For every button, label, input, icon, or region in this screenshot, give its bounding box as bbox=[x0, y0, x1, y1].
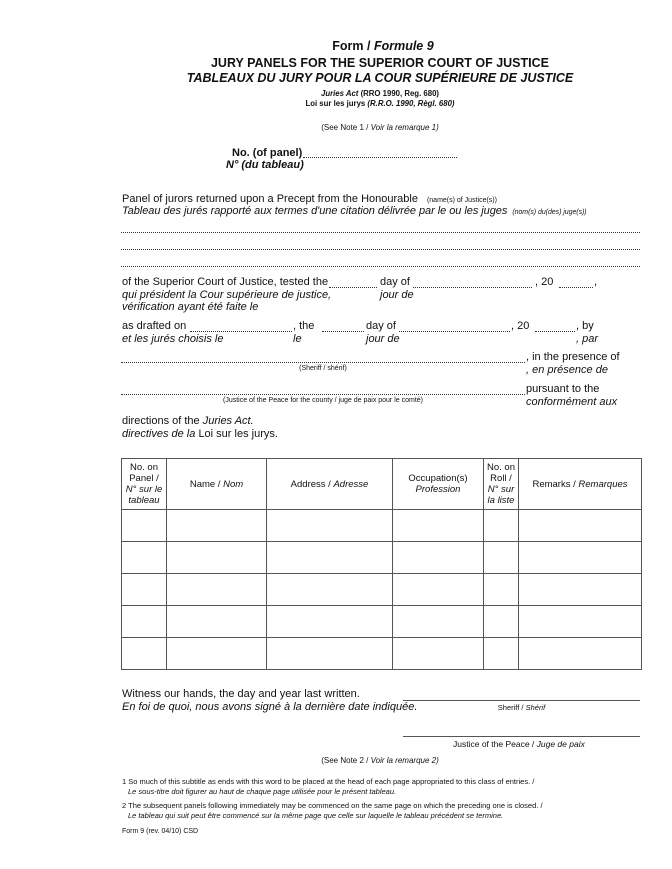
justice-name-field-2[interactable] bbox=[121, 249, 640, 250]
col-header-roll-no: No. on Roll / N° sur la liste bbox=[484, 459, 519, 510]
footnote-2-fr: Le tableau qui suit peut être commencé sur la même page que celle sur laquelle le tableau précédent se termine. bbox=[128, 811, 504, 820]
cell-address[interactable] bbox=[267, 542, 393, 574]
cell-address[interactable] bbox=[267, 574, 393, 606]
tested-text-fr-2: vérification ayant été faite le bbox=[122, 301, 259, 313]
tested-day-of: day of bbox=[380, 276, 410, 288]
act-reference-fr: Loi sur les jurys (R.R.O. 1990, Règl. 680) bbox=[305, 99, 455, 108]
justice-name-field-1[interactable] bbox=[121, 232, 640, 233]
cell-name[interactable] bbox=[167, 542, 267, 574]
directions-fr: directives de la Loi sur les jurys. bbox=[122, 428, 278, 440]
cell-remarks[interactable] bbox=[519, 574, 642, 606]
cell-occupation[interactable] bbox=[393, 574, 484, 606]
drafted-the: , the bbox=[293, 320, 315, 332]
footnote-2-en: 2 The subsequent panels following immediately may be commenced on the same page on which the preceding one is closed. / bbox=[122, 801, 543, 810]
presence-fr: , en présence de bbox=[526, 364, 608, 376]
sheriff-signature-caption: Sheriff / Shérif bbox=[497, 703, 546, 712]
table-row bbox=[122, 574, 642, 606]
cell-name[interactable] bbox=[167, 606, 267, 638]
note1-reference: (See Note 1 / Voir la remarque 1) bbox=[321, 123, 439, 132]
table-row bbox=[122, 542, 642, 574]
drafted-text-en: as drafted on bbox=[122, 320, 187, 332]
tested-jour-de: jour de bbox=[380, 289, 414, 301]
drafted-month-field[interactable] bbox=[399, 331, 510, 332]
cell-remarks[interactable] bbox=[519, 542, 642, 574]
drafted-year-label: , 20 bbox=[511, 320, 530, 332]
sheriff-signature-line[interactable] bbox=[403, 700, 640, 701]
cell-roll-no[interactable] bbox=[484, 606, 519, 638]
form-number: Form / Formule 9 bbox=[332, 39, 434, 53]
cell-occupation[interactable] bbox=[393, 606, 484, 638]
col-header-occupation: Occupation(s) Profession bbox=[393, 459, 484, 510]
form-code: Form 9 (rev. 04/10) CSD bbox=[122, 828, 199, 835]
footnote-1-fr: Le sous-titre doit figurer au haut de chaque page utilisée pour le présent tableau. bbox=[128, 787, 397, 796]
tested-day-field[interactable] bbox=[329, 287, 377, 288]
title-fr: TABLEAUX DU JURY POUR LA COUR SUPÉRIEURE DE JUSTICE bbox=[186, 71, 574, 85]
col-header-remarks: Remarks / Remarques bbox=[519, 459, 642, 510]
jury-panel-table bbox=[121, 458, 642, 670]
cell-roll-no[interactable] bbox=[484, 638, 519, 670]
tested-comma: , bbox=[594, 276, 598, 288]
cell-remarks[interactable] bbox=[519, 638, 642, 670]
cell-panel-no[interactable] bbox=[122, 542, 167, 574]
title-en: JURY PANELS FOR THE SUPERIOR COURT OF JUSTICE bbox=[210, 56, 549, 70]
directions-en: directions of the Juries Act. bbox=[122, 415, 254, 427]
col-header-panel-no: No. on Panel / N° sur le tableau bbox=[122, 459, 167, 510]
precept-text-en: Panel of jurors returned upon a Precept from the Honourable (name(s) of Justice(s)) bbox=[122, 193, 497, 205]
drafted-year-field[interactable] bbox=[535, 331, 575, 332]
sheriff-name-field[interactable] bbox=[121, 362, 525, 363]
justice-name-field-3[interactable] bbox=[121, 266, 640, 267]
cell-occupation[interactable] bbox=[393, 510, 484, 542]
cell-occupation[interactable] bbox=[393, 542, 484, 574]
drafted-par: , par bbox=[576, 333, 599, 345]
table-row bbox=[122, 510, 642, 542]
tested-year-field[interactable] bbox=[559, 287, 593, 288]
drafted-text-fr: et les jurés choisis le bbox=[122, 333, 224, 345]
cell-name[interactable] bbox=[167, 638, 267, 670]
cell-panel-no[interactable] bbox=[122, 574, 167, 606]
panel-no-field[interactable] bbox=[303, 157, 457, 158]
drafted-date-field[interactable] bbox=[190, 331, 292, 332]
cell-address[interactable] bbox=[267, 638, 393, 670]
precept-text-fr: Tableau des jurés rapporté aux termes d'une citation délivrée par le ou les juges (nom(s) du(des) juge(s)) bbox=[122, 205, 587, 217]
col-header-address: Address / Adresse bbox=[267, 459, 393, 510]
presence-en: , in the presence of bbox=[526, 351, 620, 363]
panel-no-label-en: No. (of panel) bbox=[232, 147, 303, 159]
tested-month-field[interactable] bbox=[413, 287, 532, 288]
drafted-day-of: day of bbox=[366, 320, 396, 332]
cell-roll-no[interactable] bbox=[484, 542, 519, 574]
cell-remarks[interactable] bbox=[519, 606, 642, 638]
pursuant-fr: conformément aux bbox=[526, 396, 618, 408]
panel-no-label-fr: N° (du tableau) bbox=[226, 159, 304, 171]
witness-text-fr: En foi de quoi, nous avons signé à la dernière date indiquée. bbox=[122, 701, 418, 713]
sheriff-caption: (Sheriff / shérif) bbox=[299, 365, 347, 372]
cell-roll-no[interactable] bbox=[484, 574, 519, 606]
cell-panel-no[interactable] bbox=[122, 638, 167, 670]
cell-panel-no[interactable] bbox=[122, 510, 167, 542]
col-header-name: Name / Nom bbox=[167, 459, 267, 510]
cell-name[interactable] bbox=[167, 574, 267, 606]
act-reference-en: Juries Act (RRO 1990, Reg. 680) bbox=[320, 89, 440, 98]
tested-year-label: , 20 bbox=[535, 276, 554, 288]
witness-text-en: Witness our hands, the day and year last written. bbox=[122, 688, 360, 700]
tested-text-en: of the Superior Court of Justice, tested the bbox=[122, 276, 329, 288]
justice-caption: (Justice of the Peace for the county / juge de paix pour le comté) bbox=[223, 397, 423, 404]
drafted-le: le bbox=[293, 333, 302, 345]
cell-remarks[interactable] bbox=[519, 510, 642, 542]
note2-reference: (See Note 2 / Voir la remarque 2) bbox=[321, 756, 439, 765]
jp-signature-caption: Justice of the Peace / Juge de paix bbox=[453, 739, 585, 749]
cell-panel-no[interactable] bbox=[122, 606, 167, 638]
table-row bbox=[122, 638, 642, 670]
jp-signature-line[interactable] bbox=[403, 736, 640, 737]
drafted-day-field[interactable] bbox=[322, 331, 364, 332]
tested-text-fr-1: qui président la Cour supérieure de justice, bbox=[122, 289, 332, 301]
drafted-jour-de: jour de bbox=[366, 333, 400, 345]
pursuant-en: pursuant to the bbox=[526, 383, 600, 395]
cell-roll-no[interactable] bbox=[484, 510, 519, 542]
table-row bbox=[122, 606, 642, 638]
cell-name[interactable] bbox=[167, 510, 267, 542]
cell-address[interactable] bbox=[267, 606, 393, 638]
cell-address[interactable] bbox=[267, 510, 393, 542]
drafted-by: , by bbox=[576, 320, 594, 332]
justice-of-peace-field[interactable] bbox=[121, 394, 525, 395]
table-header-row bbox=[122, 459, 642, 510]
cell-occupation[interactable] bbox=[393, 638, 484, 670]
footnote-1-en: 1 So much of this subtitle as ends with this word to be placed at the head of each page appropriated to this class of entries. / bbox=[122, 777, 535, 786]
